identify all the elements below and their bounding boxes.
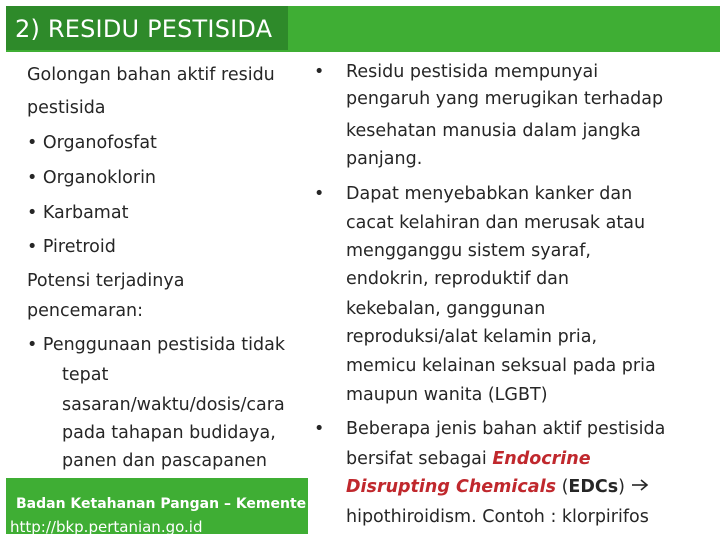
bullet-marker: • <box>314 184 325 204</box>
right-text: reproduksi/alat kelamin pria, <box>346 327 598 347</box>
right-arrow-icon <box>631 476 649 498</box>
list-item: • Piretroid <box>27 237 116 257</box>
left-text: Potensi terjadinya <box>27 271 185 291</box>
right-text: panjang. <box>346 149 423 169</box>
right-text: endokrin, reproduktif dan <box>346 269 569 289</box>
list-item-cont: sasaran/waktu/dosis/cara <box>62 395 285 415</box>
right-text: cacat kelahiran dan merusak atau <box>346 213 646 233</box>
emphasis-text: Disrupting Chemicals <box>346 477 556 497</box>
right-text: bersifat sebagai <box>346 449 493 469</box>
emphasis-text: Endocrine <box>492 449 591 469</box>
list-item: • Karbamat <box>27 203 129 223</box>
list-item-cont: panen dan pascapanen <box>62 451 267 471</box>
footer-url[interactable]: http://bkp.pertanian.go.id <box>10 518 203 536</box>
right-text: hipothiroidism. Contoh : klorpirifos <box>346 507 649 527</box>
right-text: Residu pestisida mempunyai <box>346 62 599 82</box>
right-text: mengganggu sistem syaraf, <box>346 241 591 261</box>
bullet-marker: • <box>314 419 325 439</box>
list-item: • Organofosfat <box>27 133 157 153</box>
footer-org: Badan Ketahanan Pangan – Kemente <box>16 496 307 512</box>
right-text: ) <box>618 477 631 497</box>
right-text-line <box>346 448 591 470</box>
right-text-line <box>346 476 649 498</box>
left-text: pestisida <box>27 98 106 118</box>
left-text: Golongan bahan aktif residu <box>27 65 275 85</box>
right-text: ( <box>556 477 569 497</box>
list-item: • Organoklorin <box>27 168 157 188</box>
right-text: Beberapa jenis bahan aktif pestisida <box>346 419 666 439</box>
page-title: 2) RESIDU PESTISIDA <box>15 15 273 43</box>
right-text: memicu kelainan seksual pada pria <box>346 356 656 376</box>
right-text: kesehatan manusia dalam jangka <box>346 121 641 141</box>
bullet-marker: • <box>314 62 325 82</box>
list-item: • Penggunaan pestisida tidak <box>27 335 285 355</box>
right-text: maupun wanita (LGBT) <box>346 385 548 405</box>
list-item-cont: pada tahapan budidaya, <box>62 423 276 443</box>
right-text: Dapat menyebabkan kanker dan <box>346 184 633 204</box>
bold-text: EDCs <box>568 477 619 497</box>
left-text: pencemaran: <box>27 301 144 321</box>
right-text: pengaruh yang merugikan terhadap <box>346 89 664 109</box>
right-text: kekebalan, ganggunan <box>346 299 546 319</box>
list-item-cont: tepat <box>62 365 109 385</box>
